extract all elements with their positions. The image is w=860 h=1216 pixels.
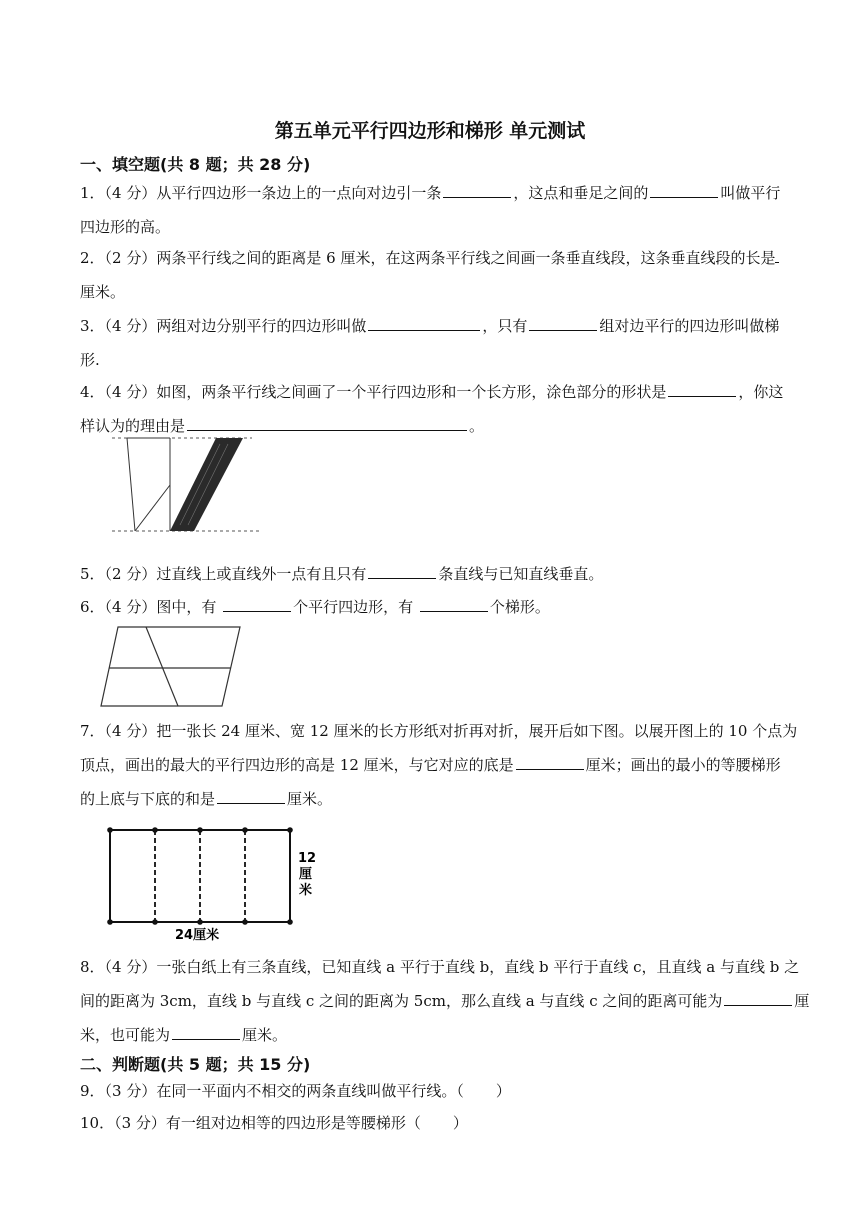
- question-text: 厘米。: [80, 283, 126, 301]
- question-text: 两条平行线之间的距离是 6 厘米，在这两条平行线之间画一条垂直线段，这条垂直线段的长是: [156, 249, 776, 267]
- question-score: （2 分）: [104, 565, 157, 583]
- question-text: ，你这: [738, 383, 784, 401]
- question-text: 米，也可能为: [80, 1026, 171, 1044]
- question-8: [80, 950, 810, 1052]
- question-text: 把一张长 24 厘米、宽 12 厘米的长方形纸对折再对折，展开后如下图。以展开图上的 10 个点为: [156, 722, 798, 740]
- answer-blank[interactable]: [223, 593, 291, 612]
- question-score: （4 分）: [104, 722, 157, 740]
- question-2: [80, 241, 810, 309]
- question-number: 10．: [80, 1114, 115, 1132]
- question-score: （4 分）: [104, 958, 157, 976]
- question-text: 厘米；画出的最小的等腰梯形: [585, 756, 781, 774]
- question-text: 过直线上或直线外一点有且只有: [156, 565, 367, 583]
- question-text: 一张白纸上有三条直线，已知直线 a 平行于直线 b，直线 b 平行于直线 c，且直线 a 与直线 b 之: [156, 958, 800, 976]
- figure-q7-height-label: 12: [298, 851, 317, 866]
- question-score: （4 分）: [104, 184, 157, 202]
- question-10: [80, 1106, 810, 1140]
- question-number: 6．: [80, 598, 105, 616]
- question-text: 个梯形。: [489, 598, 550, 616]
- question-text: 厘米。: [287, 790, 333, 808]
- question-text: 间的距离为 3cm，直线 b 与直线 c 之间的距离为 5cm，那么直线 a 与直线 c 之间的距离可能为: [80, 992, 723, 1010]
- answer-blank[interactable]: [724, 987, 792, 1006]
- question-text: 样认为的理由是: [80, 417, 186, 435]
- question-text: 形.: [80, 351, 100, 369]
- question-score: （4 分）: [104, 317, 157, 335]
- question-text: 的上底与下底的和是: [80, 790, 216, 808]
- question-text: 顶点，画出的最大的平行四边形的高是 12 厘米，与它对应的底是: [80, 756, 514, 774]
- answer-blank[interactable]: [516, 751, 584, 770]
- question-number: 5．: [80, 565, 105, 583]
- answer-blank[interactable]: [172, 1021, 240, 1040]
- question-3: [80, 309, 810, 377]
- question-number: 7．: [80, 722, 105, 740]
- question-text: 。: [469, 417, 485, 435]
- question-number: 8．: [80, 958, 105, 976]
- question-text: 图中，有: [156, 598, 222, 616]
- figure-q6-parallelogram: [98, 624, 246, 710]
- question-text: ）: [495, 1082, 511, 1100]
- question-text: 四边形的高。: [80, 218, 171, 236]
- section-fill-in-heading: 一、填空题(共 8 题；共 28 分): [80, 155, 311, 174]
- answer-blank[interactable]: [529, 312, 597, 331]
- question-text: 如图，两条平行线之间画了一个平行四边形和一个长方形，涂色部分的形状是: [156, 383, 667, 401]
- answer-blank[interactable]: [650, 179, 718, 198]
- question-number: 4．: [80, 383, 105, 401]
- question-score: （4 分）: [104, 383, 157, 401]
- section-judgement-heading: 二、判断题(共 5 题；共 15 分): [80, 1055, 311, 1074]
- question-6: [80, 590, 810, 624]
- question-5: [80, 557, 810, 591]
- question-score: （4 分）: [104, 598, 157, 616]
- question-number: 2．: [80, 249, 105, 267]
- question-9: [80, 1074, 810, 1108]
- figure-q7-height-label: 厘: [299, 867, 313, 882]
- question-1: [80, 176, 810, 244]
- figure-q4-parallel-lines: [100, 430, 270, 540]
- page-title: 第五单元平行四边形和梯形 单元测试: [274, 120, 586, 142]
- question-7: [80, 714, 810, 816]
- question-text: 组对边平行的四边形叫做梯: [599, 317, 780, 335]
- answer-blank[interactable]: [420, 593, 488, 612]
- question-score: （3 分）: [114, 1114, 166, 1132]
- question-number: 1．: [80, 184, 105, 202]
- question-text: 个平行四边形，有: [293, 598, 418, 616]
- answer-blank[interactable]: [668, 378, 736, 397]
- figure-q7-height-label: 米: [299, 883, 313, 898]
- question-text: 叫做平行: [720, 184, 781, 202]
- question-number: 3．: [80, 317, 105, 335]
- question-text: 厘: [794, 992, 810, 1010]
- question-text: ，只有: [482, 317, 528, 335]
- answer-blank[interactable]: [775, 244, 779, 263]
- answer-blank[interactable]: [443, 179, 511, 198]
- question-score: （2 分）: [104, 249, 157, 267]
- question-text: 条直线与已知直线垂直。: [438, 565, 604, 583]
- figure-q7-folded-paper: [100, 822, 330, 944]
- figure-q7-width-label: 24厘米: [175, 928, 220, 943]
- answer-blank[interactable]: [368, 312, 480, 331]
- question-text: ，这点和垂足之间的: [513, 184, 649, 202]
- question-number: 9．: [80, 1082, 105, 1100]
- question-text: ）: [452, 1114, 468, 1132]
- answer-blank[interactable]: [187, 412, 467, 431]
- answer-blank[interactable]: [217, 785, 285, 804]
- answer-blank[interactable]: [368, 560, 436, 579]
- question-text: 两组对边分别平行的四边形叫做: [156, 317, 367, 335]
- question-text: 厘米。: [242, 1026, 288, 1044]
- question-text: 在同一平面内不相交的两条直线叫做平行线。（: [156, 1082, 464, 1100]
- question-score: （3 分）: [104, 1082, 157, 1100]
- question-text: 有一组对边相等的四边形是等腰梯形（: [165, 1114, 421, 1132]
- question-text: 从平行四边形一条边上的一点向对边引一条: [156, 184, 442, 202]
